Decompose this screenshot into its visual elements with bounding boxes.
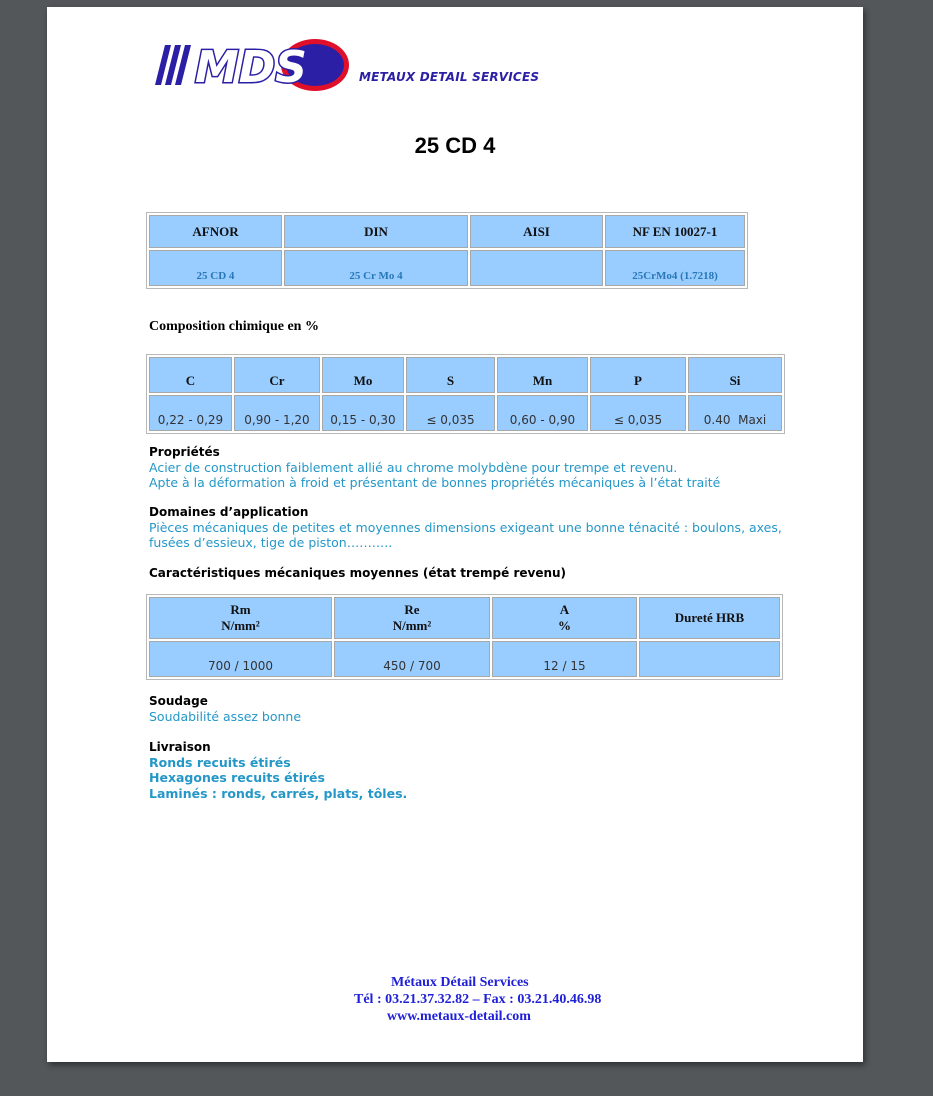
livraison-line-3: Laminés : ronds, carrés, plats, tôles. <box>149 786 408 801</box>
chem-header-cr: Cr <box>234 357 320 393</box>
mechanical-table <box>146 594 783 680</box>
mech-header-a-unit: % <box>558 618 571 633</box>
mech-header-re-unit: N/mm² <box>392 618 432 633</box>
mech-header-hrb <box>639 597 780 639</box>
domaines-line-1: Pièces mécaniques de petites et moyennes dimensions exigeant une bonne ténacité : boulons, axes, <box>149 520 782 535</box>
mech-value-rm: 700 / 1000 <box>149 641 332 677</box>
logo-text: MDS <box>195 42 307 93</box>
composition-table <box>146 354 785 434</box>
document-page <box>47 7 863 1062</box>
mech-value-a: 12 / 15 <box>492 641 637 677</box>
norm-value-afnor: 25 CD 4 <box>149 250 282 286</box>
mech-header-rm-name: Rm <box>230 602 251 617</box>
chem-value-c: 0,22 - 0,29 <box>149 395 232 431</box>
mech-header-a <box>492 597 637 639</box>
chem-header-c: C <box>149 357 232 393</box>
chem-header-mn: Mn <box>497 357 588 393</box>
mds-logo-icon <box>153 35 353 95</box>
mech-header-re-name: Re <box>404 602 420 617</box>
norm-value-nf-en: 25CrMo4 (1.7218) <box>605 250 745 286</box>
chem-value-p: ≤ 0,035 <box>590 395 686 431</box>
footer-website[interactable]: www.metaux-detail.com <box>387 1009 531 1024</box>
footer-company: Métaux Détail Services <box>391 975 529 990</box>
chem-header-mo: Mo <box>322 357 404 393</box>
livraison-label: Livraison <box>149 740 211 754</box>
proprietes-line-1: Acier de construction faiblement allié au chrome molybdène pour trempe et revenu. <box>149 460 678 475</box>
proprietes-line-2: Apte à la déformation à froid et présentant de bonnes propriétés mécaniques à l’état traité <box>149 475 721 490</box>
chem-header-s: S <box>406 357 495 393</box>
soudage-text: Soudabilité assez bonne <box>149 709 302 724</box>
mech-value-re: 450 / 700 <box>334 641 490 677</box>
norm-header-aisi: AISI <box>470 215 603 248</box>
mech-header-a-name: A <box>559 602 570 617</box>
chem-value-mo: 0,15 - 0,30 <box>322 395 404 431</box>
mecanique-label: Caractéristiques mécaniques moyennes (état trempé revenu) <box>149 566 567 580</box>
mech-header-hrb-name: Dureté HRB <box>674 610 745 625</box>
livraison-line-1: Ronds recuits étirés <box>149 755 291 770</box>
proprietes-label: Propriétés <box>149 445 220 459</box>
mds-logo <box>153 35 353 95</box>
page-title: 25 CD 4 <box>414 133 496 158</box>
chem-value-mn: 0,60 - 0,90 <box>497 395 588 431</box>
mech-header-rm <box>149 597 332 639</box>
domaines-line-2: fusées d’essieux, tige de piston……….. <box>149 535 393 550</box>
norm-header-din: DIN <box>284 215 468 248</box>
mech-value-hrb <box>639 641 780 677</box>
chem-value-si: 0.40 Maxi <box>688 395 782 431</box>
chem-value-cr: 0,90 - 1,20 <box>234 395 320 431</box>
chem-header-si: Si <box>688 357 782 393</box>
chem-header-p: P <box>590 357 686 393</box>
mech-header-rm-unit: N/mm² <box>221 618 260 633</box>
logo-tagline: METAUX DETAIL SERVICES <box>359 70 540 84</box>
domaines-label: Domaines d’application <box>149 505 309 519</box>
chem-value-s: ≤ 0,035 <box>406 395 495 431</box>
livraison-line-2: Hexagones recuits étirés <box>149 770 325 785</box>
footer-contact: Tél : 03.21.37.32.82 – Fax : 03.21.40.46.98 <box>354 992 602 1007</box>
composition-heading: Composition chimique en % <box>149 319 319 334</box>
norms-table <box>146 212 748 289</box>
soudage-label: Soudage <box>149 694 208 708</box>
norm-value-aisi <box>470 250 603 286</box>
norm-header-nf-en: NF EN 10027-1 <box>605 215 745 248</box>
mech-header-re <box>334 597 490 639</box>
norm-value-din: 25 Cr Mo 4 <box>284 250 468 286</box>
norm-header-afnor: AFNOR <box>149 215 282 248</box>
